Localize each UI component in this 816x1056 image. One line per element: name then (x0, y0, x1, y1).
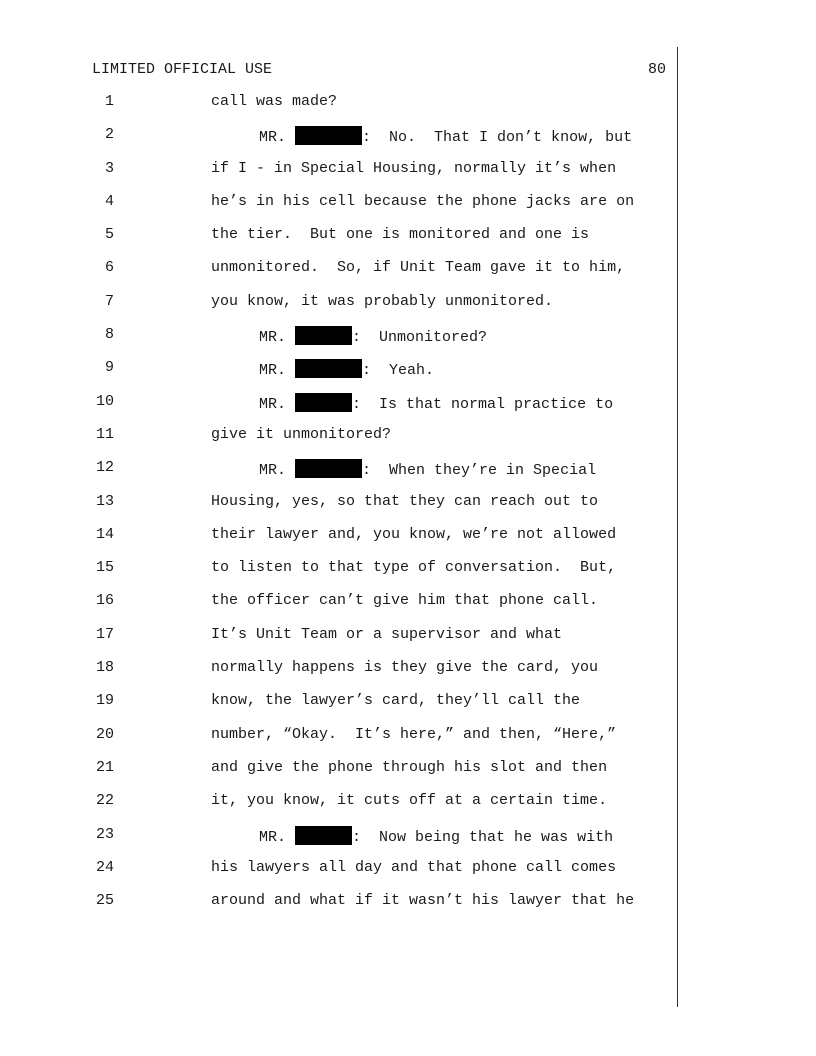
transcript-line (0, 193, 700, 226)
speaker-prefix: MR. (259, 329, 287, 347)
transcript-line (0, 293, 700, 326)
speaker-text: : Now being that he was with (352, 828, 614, 846)
speaker-text: : Unmonitored? (352, 329, 488, 347)
speaker-line (259, 393, 613, 413)
line-text: normally happens is they give the card, you (211, 659, 599, 677)
redaction-block (295, 459, 362, 478)
transcript-line (0, 160, 700, 193)
speaker-text: : When they’re in Special (362, 462, 597, 480)
transcript-line (0, 892, 700, 925)
line-number: 12 (95, 459, 114, 477)
redaction-block (295, 359, 362, 378)
line-text: the tier. But one is monitored and one is (211, 226, 590, 244)
line-text: around and what if it wasn’t his lawyer that he (211, 892, 635, 910)
speaker-prefix: MR. (259, 362, 287, 380)
transcript-line (0, 393, 700, 426)
line-text: it, you know, it cuts off at a certain time. (211, 792, 608, 810)
line-text: call was made? (211, 93, 338, 110)
transcript-line (0, 792, 700, 825)
transcript-line (0, 659, 700, 692)
speaker-text: : No. That I don’t know, but (362, 129, 633, 147)
line-text: unmonitored. So, if Unit Team gave it to him, (211, 259, 626, 277)
line-text: It’s Unit Team or a supervisor and what (211, 625, 563, 643)
transcript-line (0, 559, 700, 592)
line-text: and give the phone through his slot and then (211, 758, 608, 776)
speaker-prefix: MR. (259, 828, 287, 846)
line-text: to listen to that type of conversation. But, (211, 559, 617, 577)
transcript-line (0, 592, 700, 625)
transcript-line (0, 326, 700, 359)
speaker-line (259, 359, 434, 379)
line-text: give it unmonitored? (211, 425, 392, 443)
speaker-line (259, 326, 487, 346)
transcript-line (0, 93, 700, 126)
line-number: 16 (95, 592, 114, 610)
transcript-line (0, 493, 700, 526)
page-number: 80 (648, 61, 667, 78)
speaker-line (259, 826, 613, 846)
line-number: 22 (95, 792, 114, 810)
line-number: 14 (95, 525, 114, 543)
line-number: 13 (95, 492, 114, 510)
line-number: 23 (95, 825, 114, 843)
speaker-text: : Yeah. (362, 362, 435, 380)
line-text: the officer can’t give him that phone call. (211, 592, 599, 610)
transcript-line (0, 226, 700, 259)
redaction-block (295, 393, 352, 412)
line-text: he’s in his cell because the phone jacks are on (211, 192, 635, 210)
transcript-line (0, 626, 700, 659)
line-number: 15 (95, 559, 114, 577)
line-text: know, the lawyer’s card, they’ll call the (211, 692, 581, 710)
line-number: 2 (104, 126, 114, 144)
redaction-block (295, 826, 352, 845)
line-number: 25 (95, 892, 114, 910)
transcript-line (0, 459, 700, 492)
line-number: 9 (104, 359, 114, 377)
transcript-line (0, 259, 700, 292)
redaction-block (295, 126, 362, 145)
speaker-prefix: MR. (259, 129, 287, 147)
speaker-prefix: MR. (259, 395, 287, 413)
line-number: 19 (95, 692, 114, 710)
line-number: 10 (95, 392, 114, 410)
line-number: 18 (95, 659, 114, 677)
line-number: 11 (95, 425, 114, 443)
line-number: 21 (95, 758, 114, 776)
line-number: 7 (104, 292, 114, 310)
transcript-line (0, 426, 700, 459)
line-number: 8 (104, 326, 114, 344)
transcript-line (0, 759, 700, 792)
line-text: you know, it was probably unmonitored. (211, 292, 554, 310)
line-text: number, “Okay. It’s here,” and then, “Here,” (211, 725, 617, 743)
transcript-line (0, 859, 700, 892)
transcript-lines (0, 93, 700, 925)
line-text: their lawyer and, you know, we’re not allowed (211, 525, 617, 543)
speaker-prefix: MR. (259, 462, 287, 480)
line-text: his lawyers all day and that phone call comes (211, 858, 617, 876)
speaker-line (259, 126, 632, 146)
speaker-line (259, 459, 596, 479)
speaker-text: : Is that normal practice to (352, 395, 614, 413)
line-number: 4 (104, 192, 114, 210)
transcript-line (0, 359, 700, 392)
line-number: 3 (104, 159, 114, 177)
transcript-line (0, 826, 700, 859)
line-number: 20 (95, 725, 114, 743)
line-number: 17 (95, 625, 114, 643)
redaction-block (295, 326, 352, 345)
line-text: if I - in Special Housing, normally it’s when (211, 159, 617, 177)
line-number: 1 (104, 93, 114, 110)
transcript-line (0, 692, 700, 725)
header-classification: LIMITED OFFICIAL USE (92, 61, 273, 78)
transcript-line (0, 126, 700, 159)
transcript-line (0, 726, 700, 759)
line-number: 6 (104, 259, 114, 277)
transcript-line (0, 526, 700, 559)
line-number: 5 (104, 226, 114, 244)
line-text: Housing, yes, so that they can reach out to (211, 492, 599, 510)
line-number: 24 (95, 858, 114, 876)
